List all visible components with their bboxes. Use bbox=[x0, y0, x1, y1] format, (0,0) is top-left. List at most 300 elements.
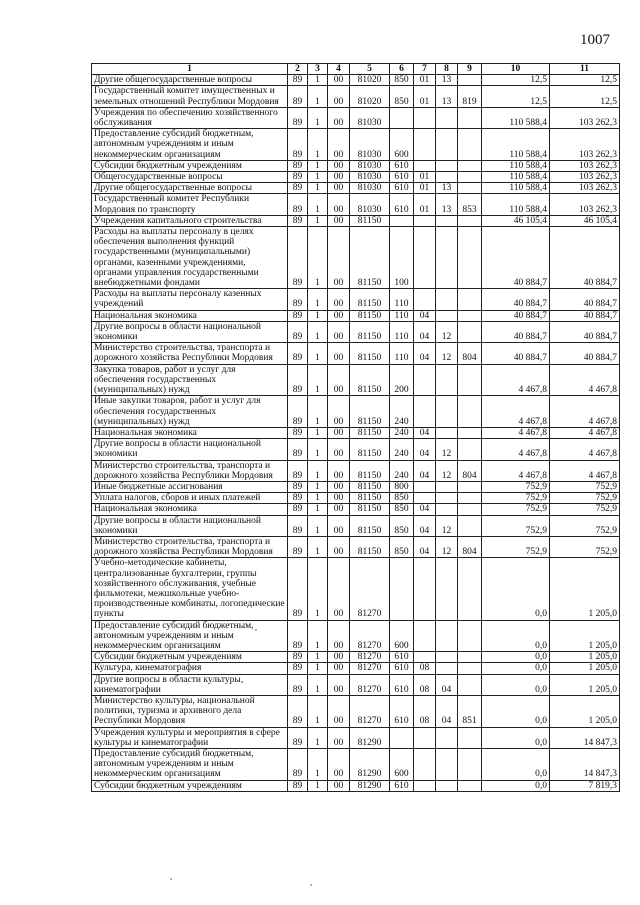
row-value-cell: 0,0 bbox=[482, 695, 550, 727]
row-value-cell bbox=[414, 727, 436, 748]
row-value-cell bbox=[458, 780, 482, 791]
row-value-cell bbox=[436, 160, 458, 171]
row-value-cell: 4 467,8 bbox=[550, 364, 620, 396]
row-value-cell: 1 bbox=[308, 343, 328, 364]
table-header bbox=[92, 64, 620, 75]
row-value-cell: 89 bbox=[288, 107, 308, 128]
row-value-cell: 89 bbox=[288, 460, 308, 481]
row-value-cell: 1 bbox=[308, 227, 328, 289]
row-value-cell: 89 bbox=[288, 493, 308, 504]
row-value-cell: 89 bbox=[288, 129, 308, 161]
row-value-cell: 1 bbox=[308, 194, 328, 215]
row-value-cell: 40 884,7 bbox=[482, 289, 550, 310]
row-value-cell: 04 bbox=[436, 695, 458, 727]
row-value-cell: 1 bbox=[308, 321, 328, 342]
row-value-cell: 81150 bbox=[350, 504, 390, 515]
row-value-cell: 81150 bbox=[350, 364, 390, 396]
row-value-cell bbox=[458, 727, 482, 748]
row-value-cell: 14 847,3 bbox=[550, 749, 620, 781]
row-value-cell: 12 bbox=[436, 321, 458, 342]
row-value-cell: 00 bbox=[328, 289, 350, 310]
row-value-cell bbox=[458, 75, 482, 86]
row-value-cell: 00 bbox=[328, 194, 350, 215]
row-value-cell bbox=[436, 663, 458, 674]
row-value-cell: 89 bbox=[288, 321, 308, 342]
row-value-cell bbox=[414, 129, 436, 161]
row-label-cell: Другие вопросы в области национальной экономики bbox=[92, 439, 288, 460]
table-row bbox=[92, 396, 620, 428]
row-value-cell: 1 bbox=[308, 107, 328, 128]
row-value-cell: 1 bbox=[308, 504, 328, 515]
row-value-cell: 4 467,8 bbox=[482, 460, 550, 481]
row-value-cell: 89 bbox=[288, 75, 308, 86]
row-value-cell bbox=[414, 780, 436, 791]
row-label-cell: Министерство строительства, транспорта и дорожного хозяйства Республики Мордовия bbox=[92, 343, 288, 364]
row-value-cell: 1 bbox=[308, 310, 328, 321]
row-value-cell: 89 bbox=[288, 439, 308, 460]
row-value-cell: 752,9 bbox=[550, 481, 620, 492]
row-label-cell: Предоставление субсидий бюджетным, автономным учреждениям и иным некоммерческим организациям bbox=[92, 129, 288, 161]
row-label-cell: Субсидии бюджетным учреждениям bbox=[92, 652, 288, 663]
row-value-cell: 89 bbox=[288, 172, 308, 183]
row-value-cell: 1 205,0 bbox=[550, 663, 620, 674]
row-value-cell: 240 bbox=[390, 396, 414, 428]
row-value-cell bbox=[436, 727, 458, 748]
row-value-cell: 40 884,7 bbox=[550, 310, 620, 321]
row-value-cell bbox=[458, 183, 482, 194]
row-value-cell: 12,5 bbox=[550, 75, 620, 86]
table-body bbox=[92, 75, 620, 792]
table-row bbox=[92, 780, 620, 791]
row-value-cell: 0,0 bbox=[482, 558, 550, 620]
row-value-cell: 89 bbox=[288, 652, 308, 663]
row-value-cell: 89 bbox=[288, 215, 308, 226]
row-value-cell: 04 bbox=[414, 427, 436, 438]
row-value-cell: 110 bbox=[390, 321, 414, 342]
row-value-cell: 08 bbox=[414, 663, 436, 674]
row-label-cell: Другие вопросы в области национальной экономики bbox=[92, 321, 288, 342]
row-value-cell: 0,0 bbox=[482, 674, 550, 695]
row-value-cell: 1 bbox=[308, 364, 328, 396]
row-value-cell bbox=[436, 310, 458, 321]
row-value-cell: 13 bbox=[436, 86, 458, 107]
row-value-cell: 4 467,8 bbox=[482, 396, 550, 428]
table-row bbox=[92, 536, 620, 557]
row-value-cell bbox=[436, 558, 458, 620]
row-value-cell: 81030 bbox=[350, 183, 390, 194]
row-value-cell bbox=[436, 652, 458, 663]
row-value-cell: 40 884,7 bbox=[482, 343, 550, 364]
row-value-cell: 40 884,7 bbox=[482, 310, 550, 321]
row-value-cell: 0,0 bbox=[482, 652, 550, 663]
row-value-cell: 100 bbox=[390, 227, 414, 289]
row-value-cell: 850 bbox=[390, 536, 414, 557]
row-value-cell: 850 bbox=[390, 515, 414, 536]
row-value-cell: 1 bbox=[308, 183, 328, 194]
row-value-cell: 46 105,4 bbox=[550, 215, 620, 226]
row-value-cell: 00 bbox=[328, 439, 350, 460]
row-value-cell: 752,9 bbox=[550, 536, 620, 557]
row-value-cell: 4 467,8 bbox=[550, 396, 620, 428]
row-value-cell bbox=[458, 321, 482, 342]
row-label-cell: Общегосударственные вопросы bbox=[92, 172, 288, 183]
row-value-cell bbox=[458, 160, 482, 171]
row-value-cell: 81270 bbox=[350, 695, 390, 727]
row-value-cell: 1 bbox=[308, 515, 328, 536]
row-value-cell bbox=[458, 289, 482, 310]
row-value-cell bbox=[390, 558, 414, 620]
table-row bbox=[92, 321, 620, 342]
row-value-cell: 12 bbox=[436, 343, 458, 364]
row-value-cell: 00 bbox=[328, 727, 350, 748]
row-value-cell: 81150 bbox=[350, 310, 390, 321]
row-value-cell: 00 bbox=[328, 460, 350, 481]
row-value-cell: 40 884,7 bbox=[482, 227, 550, 289]
table-row bbox=[92, 194, 620, 215]
row-value-cell: 04 bbox=[414, 439, 436, 460]
row-value-cell: 89 bbox=[288, 396, 308, 428]
row-value-cell: 81030 bbox=[350, 160, 390, 171]
row-value-cell: 00 bbox=[328, 107, 350, 128]
row-value-cell bbox=[458, 310, 482, 321]
header-cell: 9 bbox=[458, 64, 482, 75]
header-cell: 2 bbox=[288, 64, 308, 75]
row-value-cell: 13 bbox=[436, 183, 458, 194]
row-value-cell: 600 bbox=[390, 129, 414, 161]
table-row bbox=[92, 558, 620, 620]
row-value-cell: 752,9 bbox=[482, 504, 550, 515]
row-value-cell: 240 bbox=[390, 427, 414, 438]
row-value-cell: 81030 bbox=[350, 107, 390, 128]
row-value-cell: 00 bbox=[328, 183, 350, 194]
row-value-cell bbox=[436, 427, 458, 438]
row-label-cell: Национальная экономика bbox=[92, 504, 288, 515]
row-label-cell: Учреждения капитального строительства bbox=[92, 215, 288, 226]
row-value-cell: 103 262,3 bbox=[550, 172, 620, 183]
row-value-cell bbox=[458, 227, 482, 289]
row-value-cell: 1 bbox=[308, 558, 328, 620]
row-value-cell: 4 467,8 bbox=[482, 364, 550, 396]
row-value-cell: 81020 bbox=[350, 86, 390, 107]
row-value-cell: 00 bbox=[328, 172, 350, 183]
row-value-cell bbox=[436, 107, 458, 128]
row-value-cell bbox=[458, 364, 482, 396]
row-label-cell: Учреждения по обеспечению хозяйственного обслуживания bbox=[92, 107, 288, 128]
row-value-cell: 600 bbox=[390, 620, 414, 652]
row-value-cell bbox=[414, 227, 436, 289]
header-cell: 6 bbox=[390, 64, 414, 75]
scan-speck bbox=[170, 878, 172, 880]
row-value-cell: 804 bbox=[458, 460, 482, 481]
row-value-cell: 81150 bbox=[350, 536, 390, 557]
row-value-cell: 81150 bbox=[350, 396, 390, 428]
row-value-cell: 40 884,7 bbox=[550, 343, 620, 364]
row-value-cell: 14 847,3 bbox=[550, 727, 620, 748]
row-value-cell: 0,0 bbox=[482, 620, 550, 652]
row-value-cell: 81150 bbox=[350, 460, 390, 481]
row-value-cell: 110 588,4 bbox=[482, 194, 550, 215]
row-value-cell: 00 bbox=[328, 695, 350, 727]
table-row bbox=[92, 663, 620, 674]
row-label-cell: Иные бюджетные ассигнования bbox=[92, 481, 288, 492]
header-cell: 4 bbox=[328, 64, 350, 75]
row-value-cell bbox=[458, 674, 482, 695]
row-value-cell bbox=[414, 558, 436, 620]
row-value-cell bbox=[458, 515, 482, 536]
row-value-cell: 04 bbox=[436, 674, 458, 695]
row-value-cell: 110 588,4 bbox=[482, 172, 550, 183]
row-value-cell: 610 bbox=[390, 194, 414, 215]
row-value-cell: 00 bbox=[328, 493, 350, 504]
row-label-cell: Предоставление субсидий бюджетным, автономным учреждениям и иным некоммерческим организациям bbox=[92, 620, 288, 652]
row-value-cell: 81150 bbox=[350, 439, 390, 460]
table-row bbox=[92, 289, 620, 310]
row-value-cell: 01 bbox=[414, 86, 436, 107]
row-value-cell: 1 bbox=[308, 663, 328, 674]
row-value-cell: 89 bbox=[288, 310, 308, 321]
row-value-cell bbox=[414, 160, 436, 171]
row-value-cell: 81270 bbox=[350, 558, 390, 620]
row-value-cell: 89 bbox=[288, 183, 308, 194]
row-value-cell: 00 bbox=[328, 321, 350, 342]
row-value-cell: 610 bbox=[390, 695, 414, 727]
row-value-cell: 81020 bbox=[350, 75, 390, 86]
table-row bbox=[92, 107, 620, 128]
row-value-cell bbox=[414, 107, 436, 128]
row-value-cell: 00 bbox=[328, 75, 350, 86]
table-row bbox=[92, 652, 620, 663]
row-value-cell: 1 bbox=[308, 620, 328, 652]
row-value-cell: 853 bbox=[458, 194, 482, 215]
row-value-cell: 00 bbox=[328, 310, 350, 321]
row-label-cell: Субсидии бюджетным учреждениям bbox=[92, 780, 288, 791]
row-value-cell bbox=[436, 215, 458, 226]
header-cell: 11 bbox=[550, 64, 620, 75]
row-value-cell: 13 bbox=[436, 194, 458, 215]
row-value-cell: 00 bbox=[328, 481, 350, 492]
row-value-cell bbox=[458, 493, 482, 504]
row-value-cell: 0,0 bbox=[482, 749, 550, 781]
row-value-cell: 01 bbox=[414, 75, 436, 86]
row-value-cell: 110 588,4 bbox=[482, 107, 550, 128]
row-value-cell: 81290 bbox=[350, 780, 390, 791]
row-value-cell: 752,9 bbox=[482, 536, 550, 557]
row-value-cell: 103 262,3 bbox=[550, 107, 620, 128]
row-value-cell: 12 bbox=[436, 515, 458, 536]
row-value-cell: 81270 bbox=[350, 652, 390, 663]
row-value-cell: 01 bbox=[414, 194, 436, 215]
header-cell: 8 bbox=[436, 64, 458, 75]
row-value-cell: 00 bbox=[328, 129, 350, 161]
table-row bbox=[92, 481, 620, 492]
table-row bbox=[92, 515, 620, 536]
row-label-cell: Расходы на выплаты персоналу казенных учреждений bbox=[92, 289, 288, 310]
row-label-cell: Иные закупки товаров, работ и услуг для обеспечения государственных (муниципальных) нужд bbox=[92, 396, 288, 428]
row-value-cell: 819 bbox=[458, 86, 482, 107]
row-value-cell: 04 bbox=[414, 504, 436, 515]
row-value-cell bbox=[458, 129, 482, 161]
row-value-cell bbox=[436, 620, 458, 652]
row-value-cell: 240 bbox=[390, 439, 414, 460]
row-value-cell: 200 bbox=[390, 364, 414, 396]
row-value-cell: 12,5 bbox=[482, 75, 550, 86]
row-label-cell: Закупка товаров, работ и услуг для обеспечения государственных (муниципальных) нужд bbox=[92, 364, 288, 396]
row-label-cell: Субсидии бюджетным учреждениям bbox=[92, 160, 288, 171]
row-value-cell bbox=[458, 215, 482, 226]
row-label-cell: Другие вопросы в области национальной экономики bbox=[92, 515, 288, 536]
row-value-cell: 1 205,0 bbox=[550, 620, 620, 652]
row-value-cell: 851 bbox=[458, 695, 482, 727]
row-label-cell: Предоставление субсидий бюджетным, автономным учреждениям и иным некоммерческим организациям bbox=[92, 749, 288, 781]
row-value-cell: 752,9 bbox=[482, 493, 550, 504]
row-value-cell bbox=[458, 396, 482, 428]
row-value-cell: 110 bbox=[390, 310, 414, 321]
row-value-cell: 00 bbox=[328, 780, 350, 791]
row-label-cell: Другие общегосударственные вопросы bbox=[92, 183, 288, 194]
row-label-cell: Учебно-методические кабинеты, централизованные бухгалтерии, группы хозяйственного обслуживания, учебные фильмотеки, межшкольные учебно-производственные комбинаты, логопедические пункты bbox=[92, 558, 288, 620]
row-value-cell: 110 588,4 bbox=[482, 183, 550, 194]
row-label-cell: Другие общегосударственные вопросы bbox=[92, 75, 288, 86]
row-value-cell: 1 bbox=[308, 427, 328, 438]
row-value-cell: 1 bbox=[308, 172, 328, 183]
row-value-cell bbox=[458, 504, 482, 515]
row-value-cell bbox=[436, 504, 458, 515]
row-value-cell bbox=[458, 172, 482, 183]
row-value-cell: 81270 bbox=[350, 663, 390, 674]
row-value-cell bbox=[458, 439, 482, 460]
row-value-cell: 00 bbox=[328, 160, 350, 171]
row-value-cell bbox=[414, 215, 436, 226]
row-value-cell: 12,5 bbox=[482, 86, 550, 107]
row-value-cell: 89 bbox=[288, 289, 308, 310]
row-value-cell: 00 bbox=[328, 663, 350, 674]
row-value-cell: 610 bbox=[390, 663, 414, 674]
row-value-cell: 1 bbox=[308, 215, 328, 226]
scan-speck bbox=[310, 884, 312, 886]
row-value-cell: 610 bbox=[390, 674, 414, 695]
row-value-cell: 00 bbox=[328, 396, 350, 428]
row-label-cell: Культура, кинематография bbox=[92, 663, 288, 674]
table-row bbox=[92, 695, 620, 727]
row-value-cell: 89 bbox=[288, 780, 308, 791]
row-value-cell: 40 884,7 bbox=[550, 321, 620, 342]
row-value-cell bbox=[436, 481, 458, 492]
table-row bbox=[92, 172, 620, 183]
row-value-cell: 08 bbox=[414, 674, 436, 695]
row-value-cell bbox=[414, 289, 436, 310]
row-value-cell bbox=[390, 727, 414, 748]
row-value-cell: 610 bbox=[390, 160, 414, 171]
row-label-cell: Национальная экономика bbox=[92, 310, 288, 321]
row-value-cell: 12,5 bbox=[550, 86, 620, 107]
row-value-cell: 0,0 bbox=[482, 663, 550, 674]
row-value-cell bbox=[414, 481, 436, 492]
row-value-cell: 89 bbox=[288, 695, 308, 727]
row-value-cell: 89 bbox=[288, 749, 308, 781]
row-value-cell bbox=[458, 558, 482, 620]
row-value-cell: 81150 bbox=[350, 321, 390, 342]
row-value-cell: 81030 bbox=[350, 129, 390, 161]
row-label-cell: Министерство строительства, транспорта и дорожного хозяйства Республики Мордовия bbox=[92, 536, 288, 557]
row-value-cell: 81150 bbox=[350, 215, 390, 226]
row-value-cell: 00 bbox=[328, 652, 350, 663]
row-value-cell: 752,9 bbox=[550, 515, 620, 536]
row-value-cell: 752,9 bbox=[550, 504, 620, 515]
row-value-cell: 850 bbox=[390, 504, 414, 515]
row-value-cell: 89 bbox=[288, 515, 308, 536]
table-row bbox=[92, 439, 620, 460]
row-label-cell: Учреждения культуры и мероприятия в сфере культуры и кинематографии bbox=[92, 727, 288, 748]
row-value-cell: 01 bbox=[414, 183, 436, 194]
row-value-cell: 40 884,7 bbox=[550, 289, 620, 310]
row-value-cell: 103 262,3 bbox=[550, 183, 620, 194]
scan-speck bbox=[255, 629, 257, 631]
table-row bbox=[92, 727, 620, 748]
row-value-cell bbox=[458, 620, 482, 652]
table-row bbox=[92, 160, 620, 171]
row-value-cell: 81150 bbox=[350, 289, 390, 310]
row-value-cell: 89 bbox=[288, 86, 308, 107]
row-value-cell: 00 bbox=[328, 504, 350, 515]
row-value-cell: 04 bbox=[414, 310, 436, 321]
table-row bbox=[92, 749, 620, 781]
row-value-cell: 00 bbox=[328, 427, 350, 438]
row-value-cell: 81150 bbox=[350, 427, 390, 438]
row-value-cell: 08 bbox=[414, 695, 436, 727]
row-value-cell: 89 bbox=[288, 558, 308, 620]
row-value-cell: 04 bbox=[414, 343, 436, 364]
row-value-cell bbox=[414, 620, 436, 652]
header-cell: 7 bbox=[414, 64, 436, 75]
row-value-cell: 89 bbox=[288, 727, 308, 748]
table-row bbox=[92, 674, 620, 695]
row-value-cell: 752,9 bbox=[482, 515, 550, 536]
row-value-cell: 240 bbox=[390, 460, 414, 481]
row-value-cell: 12 bbox=[436, 460, 458, 481]
row-value-cell bbox=[458, 663, 482, 674]
row-value-cell: 00 bbox=[328, 620, 350, 652]
row-value-cell: 1 bbox=[308, 780, 328, 791]
table-row bbox=[92, 460, 620, 481]
row-value-cell: 850 bbox=[390, 75, 414, 86]
row-value-cell: 89 bbox=[288, 343, 308, 364]
header-cell: 5 bbox=[350, 64, 390, 75]
table-row bbox=[92, 215, 620, 226]
row-value-cell: 00 bbox=[328, 364, 350, 396]
row-label-cell: Министерство культуры, национальной политики, туризма и архивного дела Республики Мордовия bbox=[92, 695, 288, 727]
row-value-cell: 4 467,8 bbox=[550, 427, 620, 438]
row-value-cell: 600 bbox=[390, 749, 414, 781]
table-row bbox=[92, 129, 620, 161]
row-value-cell: 110 588,4 bbox=[482, 160, 550, 171]
row-value-cell: 0,0 bbox=[482, 780, 550, 791]
row-value-cell: 1 bbox=[308, 86, 328, 107]
row-value-cell bbox=[458, 481, 482, 492]
row-value-cell: 81270 bbox=[350, 620, 390, 652]
row-value-cell: 0,0 bbox=[482, 727, 550, 748]
row-value-cell: 752,9 bbox=[550, 493, 620, 504]
row-value-cell: 1 bbox=[308, 129, 328, 161]
row-value-cell: 1 bbox=[308, 749, 328, 781]
row-value-cell: 1 bbox=[308, 695, 328, 727]
row-value-cell: 610 bbox=[390, 183, 414, 194]
row-value-cell: 1 205,0 bbox=[550, 652, 620, 663]
row-value-cell: 89 bbox=[288, 194, 308, 215]
table-row bbox=[92, 227, 620, 289]
row-value-cell: 1 bbox=[308, 493, 328, 504]
row-value-cell: 00 bbox=[328, 227, 350, 289]
row-value-cell: 89 bbox=[288, 674, 308, 695]
